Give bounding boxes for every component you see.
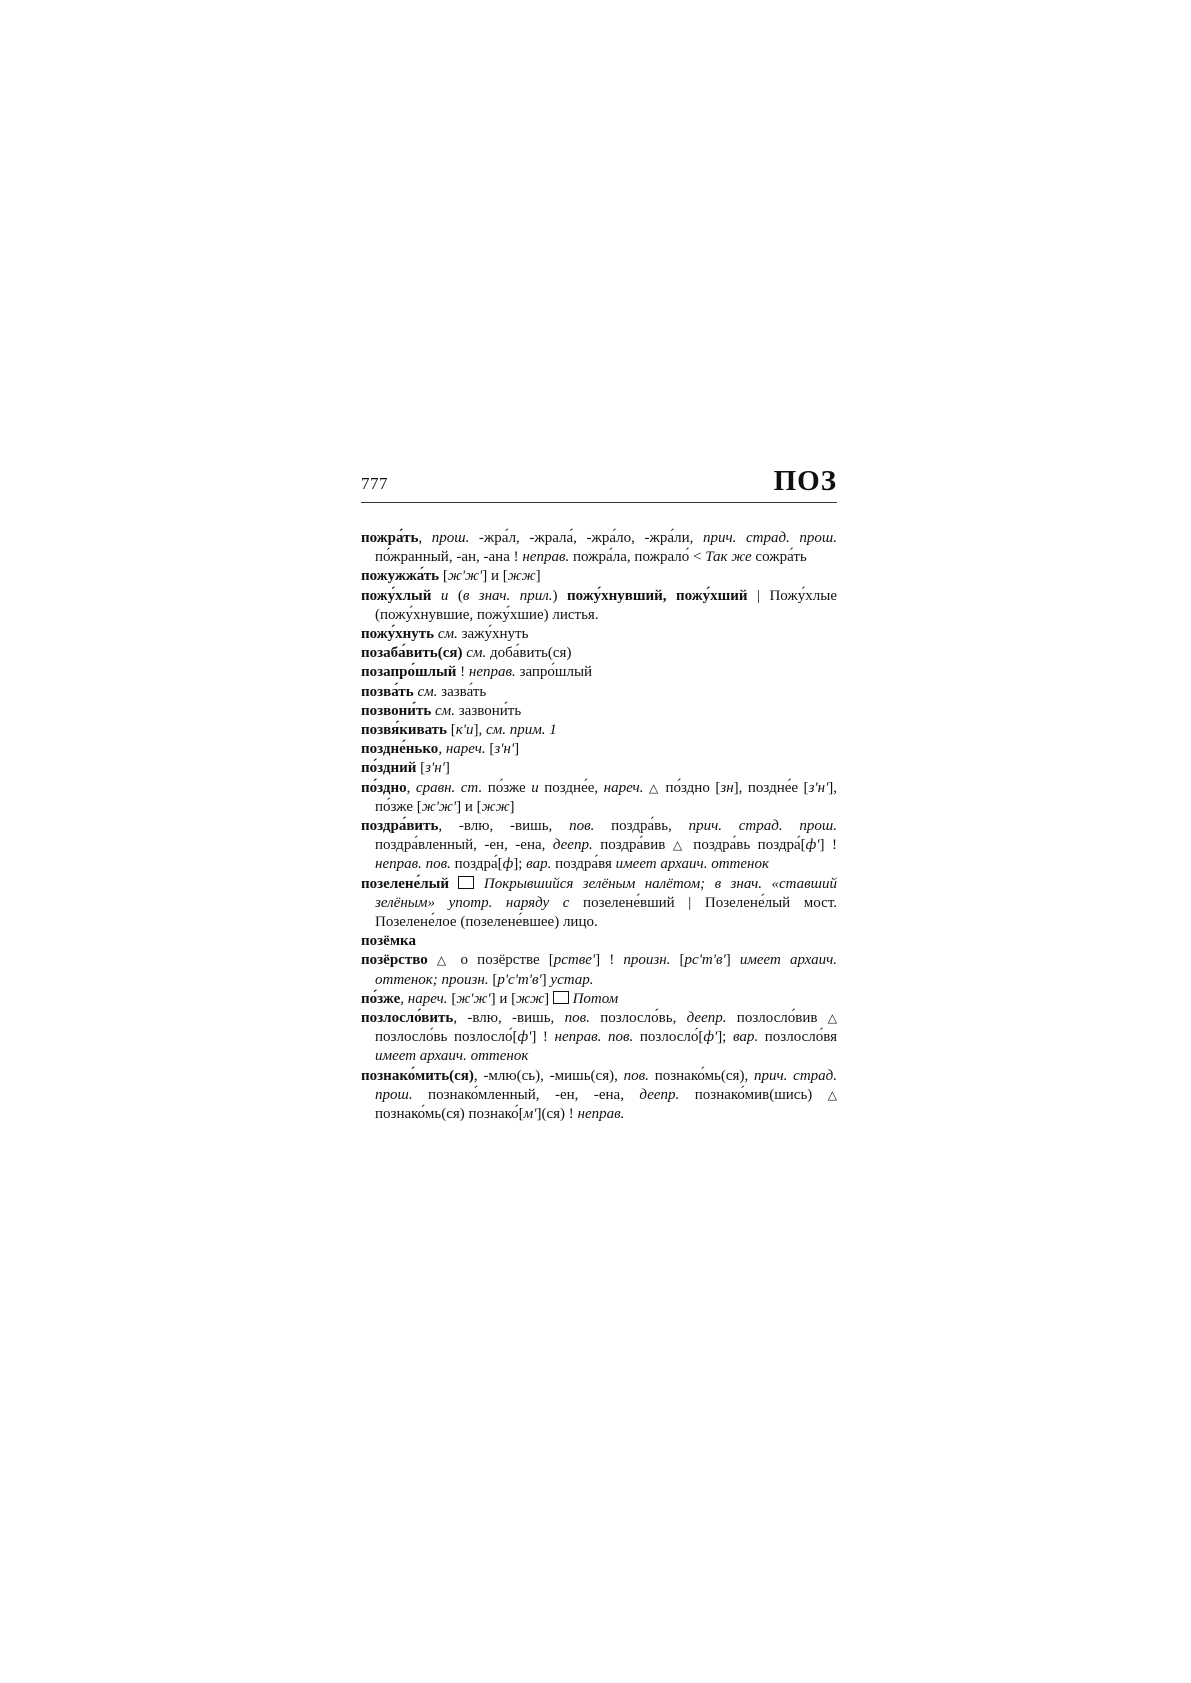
entry-text: познако́мленный, -ен, -ена, <box>412 1086 640 1103</box>
entry-text: , -влю, -вишь, <box>453 1010 565 1027</box>
italic-label: р'с'т'в' <box>497 971 542 988</box>
italic-label: ж'ж' <box>421 798 457 815</box>
entry-text: пожра́ла, пожрало́ < <box>569 549 706 566</box>
italic-label: з'н' <box>494 741 515 758</box>
italic-label: нареч. <box>407 990 448 1007</box>
headword: пожра́ть <box>361 530 419 546</box>
page-number: 777 <box>361 474 388 493</box>
entry-pozhukhly <box>361 587 837 625</box>
italic-label: з'н' <box>808 779 829 796</box>
italic-label: ф' <box>805 837 820 854</box>
headword: по́здно <box>361 779 407 796</box>
italic-label: нареч. <box>445 741 486 758</box>
entry-pozabavit <box>361 644 837 663</box>
italic-label: имеет архаич. оттенок <box>615 856 769 873</box>
entry-text: -жра́л, -жрала́, -жра́ло, -жра́ли, <box>469 530 703 546</box>
entry-text: поздра́вив <box>592 837 673 854</box>
entry-text: о позёрстве [ <box>451 952 554 969</box>
entry-text: , -влю, -вишь, <box>438 818 570 835</box>
entry-text: по́зже <box>482 779 532 796</box>
entry-text: [ <box>488 971 498 988</box>
entry-text: , -млю(сь), -мишь(ся), <box>473 1067 624 1084</box>
italic-label: к'и <box>455 722 474 739</box>
italic-label: см. <box>466 645 487 662</box>
header-rule <box>361 502 837 503</box>
entry-text <box>431 588 440 604</box>
entry-text: познако́мив(шись) <box>679 1086 828 1103</box>
entry-text: ( <box>448 587 463 604</box>
entry-pozzhe <box>361 990 837 1009</box>
entry-poznakomit <box>361 1067 837 1125</box>
entry-text: ] ! <box>819 837 837 854</box>
entry-text: ] <box>514 741 520 758</box>
entry-pozhuzhzhat <box>361 567 837 586</box>
italic-label: вар. <box>732 1029 759 1046</box>
italic-label: см. <box>435 702 455 719</box>
italic-label: ж'ж' <box>456 990 491 1007</box>
italic-label: зн <box>720 779 734 796</box>
italic-label: рс'т'в' <box>684 952 726 969</box>
italic-label: имеет архаич. оттенок <box>375 1048 529 1065</box>
entry-text: зажу́хнуть <box>457 626 529 643</box>
italic-label: деепр. <box>639 1086 680 1103</box>
italic-label: устар. <box>550 971 594 988</box>
entry-text: познако́мь(ся) познако́[ <box>375 1106 524 1123</box>
entry-text <box>428 952 437 968</box>
headword: пожу́хлый <box>361 587 432 604</box>
entry-text: ] ! <box>595 952 624 969</box>
italic-label: неправ. пов. <box>375 856 451 873</box>
italic-label: см. <box>417 683 438 700</box>
empty-square-icon <box>458 876 474 889</box>
entry-text: позлосло́вив <box>726 1010 828 1027</box>
italic-label: деепр. <box>686 1010 727 1027</box>
guide-word: ПОЗ <box>773 465 837 497</box>
entry-text <box>474 876 483 892</box>
entry-text: поздне́е, <box>538 779 604 796</box>
entry-text: зазва́ть <box>437 683 487 700</box>
entry-text: позелене́вший | Позелене́лый мост. Позелене́лое (позелене́вшее) лицо. <box>375 894 837 931</box>
entry-text: поздра́[ <box>450 856 503 873</box>
italic-label: вар. <box>526 856 552 873</box>
italic-label: прич. страд. прош. <box>688 818 837 835</box>
entry-pozvonit <box>361 702 837 721</box>
italic-label: м' <box>523 1106 537 1123</box>
entry-text: ] <box>535 568 541 585</box>
entry-text: ] и [ <box>482 568 508 585</box>
entry-text: ] <box>444 760 450 777</box>
headword: по́здний <box>361 760 417 777</box>
entry-text: поздра́вь, <box>594 818 689 835</box>
empty-square-icon <box>553 991 569 1004</box>
entry-text: ) <box>552 587 567 604</box>
italic-label: прош. <box>431 530 470 546</box>
headword: позвони́ть <box>361 702 432 719</box>
entry-pozdravit <box>361 817 837 875</box>
entry-text: [ <box>416 760 426 777</box>
italic-label: Потом <box>572 990 619 1007</box>
entry-pozdno <box>361 779 837 817</box>
entry-text: познако́мь(ся), <box>648 1067 754 1084</box>
italic-label: и <box>440 587 449 604</box>
italic-label: ф' <box>703 1029 718 1046</box>
headword: позелене́лый <box>361 875 449 892</box>
italic-label: прич. страд. прош. <box>703 530 837 546</box>
italic-label: сравн. ст. <box>415 779 483 796</box>
entry-text: доба́вить(ся) <box>486 645 572 662</box>
entry-text: ] ! <box>531 1029 555 1046</box>
entry-text: [ <box>670 952 685 969</box>
entry-pozhrat <box>361 529 837 567</box>
italic-label: ж'ж' <box>447 568 483 585</box>
italic-label: неправ. <box>577 1106 625 1123</box>
italic-label: жж <box>516 990 545 1007</box>
headword: пожу́хнуть <box>361 626 435 643</box>
italic-label: пов. <box>564 1010 590 1027</box>
entry-text: , <box>438 741 446 758</box>
white-triangle-icon: △ <box>827 1087 837 1102</box>
italic-label: Покрывшийся зелёным налётом; в знач. «ставший зелёным» употр. наряду с <box>375 875 837 911</box>
entry-text: , <box>400 990 408 1007</box>
headword: пожужжа́ть <box>361 568 440 585</box>
entries-column <box>361 529 837 1124</box>
entry-text: ] <box>541 971 551 988</box>
entry-text: запро́шлый <box>515 664 593 681</box>
entry-text: ] <box>544 990 553 1007</box>
headword: позвя́кивать <box>361 722 447 739</box>
italic-label: в знач. прил. <box>462 587 553 604</box>
entry-pozdny <box>361 759 837 778</box>
italic-label: и <box>531 779 539 796</box>
entry-text: ! <box>456 664 469 681</box>
entry-text: [ <box>485 741 495 758</box>
headword: по́зже <box>361 990 401 1007</box>
entry-text: по́здно [ <box>659 779 721 796</box>
italic-label: неправ. <box>522 549 570 566</box>
entry-text: [ <box>439 568 448 585</box>
white-triangle-icon: △ <box>648 780 660 795</box>
entry-text: ] и [ <box>490 990 517 1007</box>
entry-pozaproshly <box>361 663 837 682</box>
italic-label: неправ. <box>468 664 516 681</box>
entry-text: сожра́ть <box>751 549 807 566</box>
headword: позаба́вить(ся) <box>361 645 463 662</box>
italic-label: деепр. <box>552 837 593 854</box>
entry-text: поздра́вь поздра́[ <box>685 837 806 854</box>
italic-label: ф' <box>517 1029 532 1046</box>
italic-label: жж <box>507 568 536 585</box>
entry-text: ]; <box>717 1029 733 1046</box>
italic-label: Так же <box>705 549 752 566</box>
entry-text: [ <box>447 990 457 1007</box>
italic-label: прич. страд. прош. <box>375 1067 838 1103</box>
entry-pozemka <box>361 932 837 951</box>
entry-pozvyakivat <box>361 721 837 740</box>
entry-text: ], по́зже [ <box>375 779 838 815</box>
entry-text: | Пожу́хлые (пожу́хнувшие, пожу́хшие) листья. <box>375 587 837 623</box>
entry-pozhukhnut <box>361 625 837 644</box>
italic-label: неправ. пов. <box>554 1029 634 1046</box>
entry-text: ](ся) ! <box>536 1106 578 1123</box>
bold-form: пожу́хнувший, пожу́хший <box>566 587 748 604</box>
entry-text: зазвони́ть <box>455 702 522 719</box>
entry-text: позлосло́вь позлосло́[ <box>375 1029 518 1046</box>
headword: позапро́шлый <box>361 664 457 681</box>
white-triangle-icon: △ <box>436 953 452 968</box>
entry-text: , <box>418 530 432 546</box>
entry-text: ], поздне́е [ <box>733 779 809 796</box>
entry-pozelenely <box>361 875 837 933</box>
italic-label: жж <box>481 798 510 815</box>
entry-text <box>449 876 458 892</box>
italic-label: нареч. <box>603 779 644 796</box>
italic-label: ф <box>502 856 514 873</box>
entry-pozloslovit <box>361 1009 837 1067</box>
entry-text: ], <box>473 722 486 739</box>
white-triangle-icon: △ <box>827 1011 837 1026</box>
italic-label: имеет архаич. оттенок; произн. <box>375 952 838 988</box>
headword: поздне́нько <box>361 741 439 758</box>
entry-text: позлосло́[ <box>633 1029 704 1046</box>
entry-text: ] <box>509 798 515 815</box>
headword: позва́ть <box>361 683 414 700</box>
entry-text: , <box>406 779 416 796</box>
entry-pozerstvo <box>361 951 837 989</box>
entry-pozdnenko <box>361 740 837 759</box>
italic-label: пов. <box>569 818 595 835</box>
headword: позёмка <box>361 933 416 950</box>
entry-text: [ <box>447 722 456 739</box>
headword: позёрство <box>361 952 428 969</box>
italic-label: пов. <box>623 1067 649 1084</box>
entry-text: позлосло́вя <box>758 1029 837 1046</box>
headword: познако́мить(ся) <box>361 1067 474 1084</box>
entry-text: по́жранный, -ан, -ана ! <box>375 549 523 566</box>
entry-text: позлосло́вь, <box>589 1010 687 1027</box>
entry-pozvat <box>361 683 837 702</box>
entry-text: ] <box>725 952 740 969</box>
italic-label: з'н' <box>425 760 445 777</box>
entry-text: поздра́вленный, -ен, -ена, <box>375 837 553 854</box>
italic-label: произн. <box>623 952 671 969</box>
entry-text: поздра́вя <box>551 856 616 873</box>
italic-label: рстве' <box>553 952 596 969</box>
white-triangle-icon: △ <box>672 838 686 853</box>
entry-text: ]; <box>513 856 527 873</box>
italic-label: см. прим. 1 <box>485 722 557 739</box>
entry-text: ] и [ <box>456 798 482 815</box>
headword: позлосло́вить <box>361 1010 454 1027</box>
italic-label: см. <box>437 626 458 643</box>
headword: поздра́вить <box>361 818 439 835</box>
